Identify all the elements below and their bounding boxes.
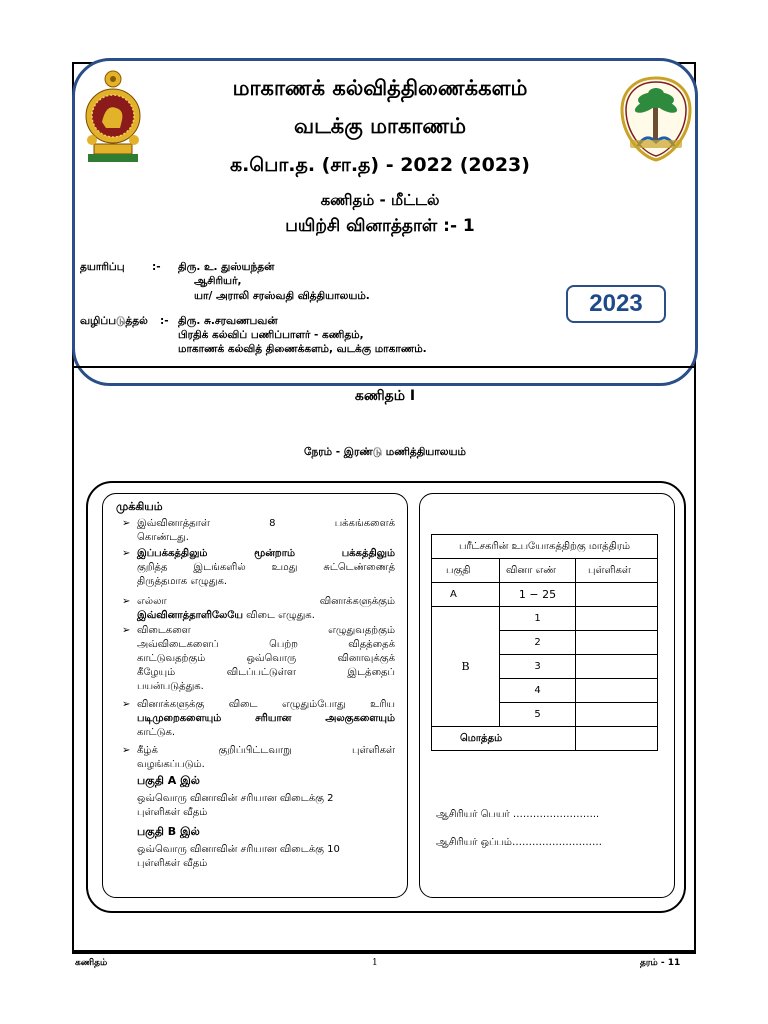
sri-lanka-emblem-icon — [80, 70, 146, 164]
instruction-item: ➢ எல்லா வினாக்களுக்கும் இவ்வினாத்தாளிலேயே விடை எழுதுக. — [122, 596, 395, 621]
header-part: பகுதி — [432, 559, 500, 583]
guided-role: பிரதிக் கல்விப் பணிப்பாளர் - கணிதம், — [178, 329, 364, 341]
instruction-item: ➢ விடைகளை எழுதுவதற்கும் அவ்விடைகளைப் பெற்ற விதத்தைக் காட்டுவதற்கும் ஒவ்வொரு வினாவுக்குக் கீழேயும் விடப்பட்டுள்ள இடத்தைப் பயன்படுத்துக. — [122, 625, 395, 692]
paper-title: கணிதம் I — [354, 388, 416, 404]
prepared-school: யா/ அராலி சரஸ்வதி வித்தியாலயம். — [194, 290, 370, 302]
page-number: 1 — [372, 958, 378, 968]
arrow-bullet-icon: ➢ — [122, 699, 131, 710]
header-marks: புள்ளிகள் — [576, 559, 658, 583]
part-b-question: 2 — [500, 631, 576, 655]
prepared-role: ஆசிரியர், — [194, 275, 242, 287]
examiner-score-table — [431, 534, 658, 751]
header-divider — [72, 366, 696, 368]
instruction-item: ➢ இவ்வினாத்தாள் 8 பக்கங்களைக் கொண்டது. — [122, 518, 395, 543]
department-title: மாகாணக் கல்வித்திணைக்களம் — [232, 76, 528, 100]
guided-office: மாகாணக் கல்வித் திணைக்களம், வடக்கு மாகாணம். — [178, 343, 427, 355]
header-question-no: வினா எண் — [500, 559, 576, 583]
year-badge: 2023 — [566, 285, 666, 323]
exam-title: க.பொ.த. (சா.த) - 2022 (2023) — [230, 154, 530, 176]
table-caption: பரீட்சகரின் உபயோகத்திற்கு மாத்திரம் — [432, 535, 658, 559]
prepared-separator: :- — [152, 261, 161, 273]
instruction-item: ➢ இப்பக்கத்திலும் மூன்றாம் பக்கத்திலும் குறித்த இடங்களில் உமது சுட்டெண்ணைத் திருத்தமாக எழுதுக. — [122, 548, 395, 587]
part-a-heading: பகுதி A இல் — [137, 774, 200, 787]
subject-title: கணிதம் - மீட்டல் — [320, 191, 440, 209]
part-b-marks-cell[interactable] — [576, 631, 658, 655]
part-b-question: 5 — [500, 703, 576, 727]
part-b-marks-cell[interactable] — [576, 655, 658, 679]
time-allowed: நேரம் - இரண்டு மணித்தியாலயம் — [304, 446, 466, 458]
footer-grade: தரம் - 11 — [640, 958, 681, 968]
guided-label: வழிப்படுத்தல் — [80, 315, 148, 327]
provincial-education-logo-icon — [620, 76, 692, 162]
part-b-question: 3 — [500, 655, 576, 679]
part-b-heading: பகுதி B இல் — [137, 825, 200, 838]
part-b-marks-cell[interactable] — [576, 679, 658, 703]
province-title: வடக்கு மாகாணம் — [294, 114, 466, 138]
part-b-marks-cell[interactable] — [576, 607, 658, 631]
instruction-item: ➢ கீழ்க் குறிப்பிட்டவாறு புள்ளிகள் வழங்கப்படும். — [122, 745, 395, 770]
paper-subtitle: பயிற்சி வினாத்தாள் :- 1 — [285, 216, 475, 236]
total-label: மொத்தம் — [432, 727, 576, 751]
part-b-question: 1 — [500, 607, 576, 631]
teacher-signature-line[interactable]: ஆசிரியர் ஒப்பம்……………………… — [436, 837, 602, 848]
instruction-item: ➢ வினாக்களுக்கு விடை எழுதும்போது உரிய படிமுறைகளையும் சரியான அலகுகளையும் காட்டுக. — [122, 699, 395, 738]
instructions-heading: முக்கியம் — [116, 500, 163, 513]
part-a-marks-cell[interactable] — [576, 583, 658, 607]
footer-subject: கணிதம் — [75, 958, 108, 968]
arrow-bullet-icon: ➢ — [122, 745, 131, 756]
part-b-marks-cell[interactable] — [576, 703, 658, 727]
part-a-marks: ஒவ்வொரு வினாவின் சரியான விடைக்கு 2 புள்ளிகள் வீதம் — [137, 793, 334, 818]
total-marks-cell[interactable] — [576, 727, 658, 751]
arrow-bullet-icon: ➢ — [122, 596, 131, 607]
guided-name: திரு. சு.சரவணபவன் — [178, 315, 278, 327]
arrow-bullet-icon: ➢ — [122, 518, 131, 529]
part-b-marks: ஒவ்வொரு வினாவின் சரியான விடைக்கு 10 புள்ளிகள் வீதம் — [137, 844, 340, 869]
part-b-question: 4 — [500, 679, 576, 703]
part-b-cell: B — [432, 607, 500, 727]
arrow-bullet-icon: ➢ — [122, 548, 131, 559]
prepared-name: திரு. உ. துஸ்யந்தன் — [178, 261, 275, 273]
prepared-label: தயாரிப்பு — [80, 261, 125, 273]
part-a-cell: A — [432, 583, 500, 607]
arrow-bullet-icon: ➢ — [122, 625, 131, 636]
guided-separator: :- — [160, 315, 169, 327]
teacher-name-line[interactable]: ஆசிரியர் பெயர் …………………….. — [436, 809, 600, 820]
part-a-range: 1 − 25 — [500, 583, 576, 607]
